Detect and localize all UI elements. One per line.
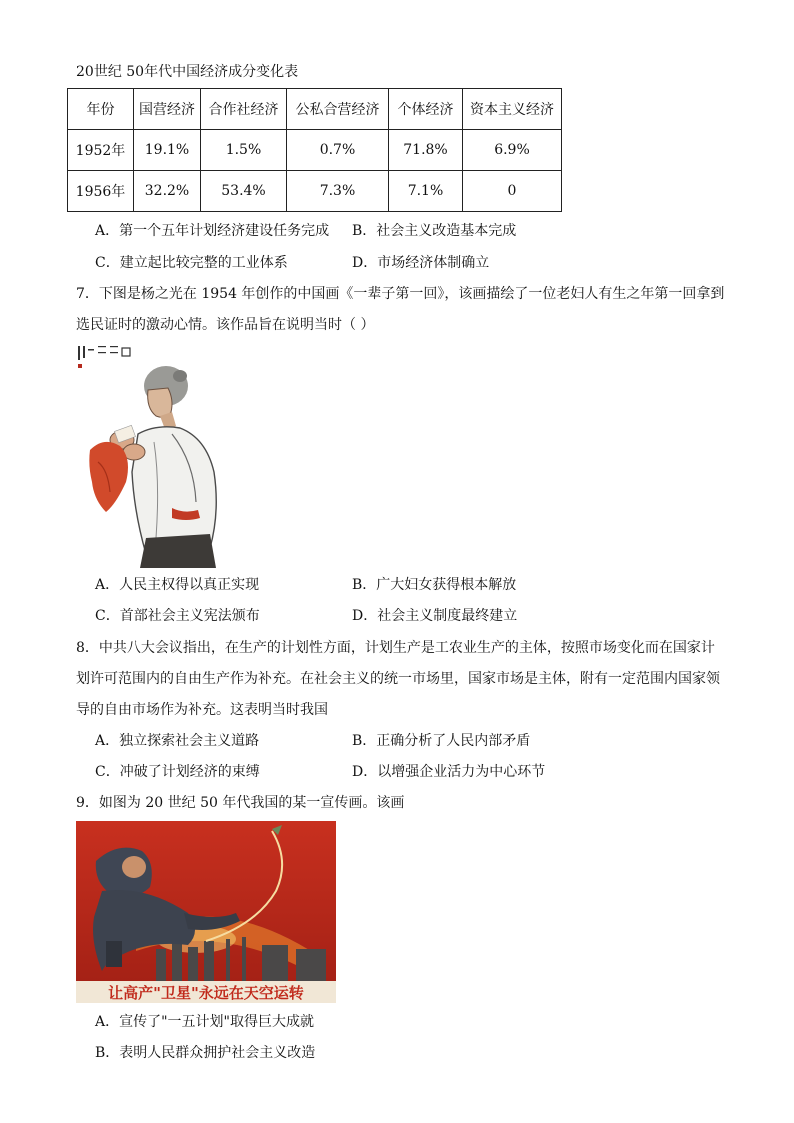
q6-option-b[interactable]: B．社会主义改造基本完成	[352, 223, 517, 239]
table-cell: 7.1%	[389, 171, 463, 212]
q8-option-b[interactable]: B．正确分析了人民内部矛盾	[352, 733, 531, 749]
table-header-cell: 国营经济	[134, 89, 201, 130]
table-cell: 53.4%	[201, 171, 287, 212]
q8-option-c[interactable]: C．冲破了计划经济的束缚	[95, 764, 260, 780]
q8-option-a[interactable]: A．独立探索社会主义道路	[95, 733, 260, 749]
table-cell: 32.2%	[134, 171, 201, 212]
table-cell: 0.7%	[287, 130, 389, 171]
table-cell: 19.1%	[134, 130, 201, 171]
painting-image	[76, 342, 226, 568]
table-cell: 7.3%	[287, 171, 389, 212]
q9-stem: 9．如图为 20 世纪 50 年代我国的某一宣传画。该画	[76, 795, 405, 811]
q7-option-b[interactable]: B．广大妇女获得根本解放	[352, 577, 517, 593]
poster-image	[76, 821, 336, 1003]
old-woman-painting	[76, 342, 226, 568]
q7-option-d[interactable]: D．社会主义制度最终建立	[352, 608, 518, 624]
poster-slogan: 让高产"卫星"永远在天空运转	[108, 984, 304, 1002]
q8-option-d[interactable]: D．以增强企业活力为中心环节	[352, 764, 546, 780]
table-header-row	[68, 89, 562, 130]
q6-option-d[interactable]: D．市场经济体制确立	[352, 255, 490, 271]
table-cell: 6.9%	[463, 130, 562, 171]
table-cell: 1956年	[68, 171, 134, 212]
table-header-cell: 资本主义经济	[463, 89, 562, 130]
table-header-cell: 年份	[68, 89, 134, 130]
q7-option-c[interactable]: C．首部社会主义宪法颁布	[95, 608, 260, 624]
q7-stem: 7．下图是杨之光在 1954 年创作的中国画《一辈子第一回》，该画描绘了一位老妇人有生之年第一回拿到	[76, 286, 725, 302]
q8-stem-cont: 划许可范围内的自由生产作为补充。在社会主义的统一市场里，国家市场是主体，附有一定范围内国家领	[76, 671, 720, 687]
q9-option-a[interactable]: A．宣传了"一五计划"取得巨大成就	[95, 1014, 314, 1030]
q7-option-a[interactable]: A．人民主权得以真正实现	[95, 577, 260, 593]
q9-option-b[interactable]: B．表明人民群众拥护社会主义改造	[95, 1045, 316, 1061]
table-caption: 20世纪 50年代中国经济成分变化表	[76, 64, 299, 80]
table-header-cell: 公私合营经济	[287, 89, 389, 130]
table-row	[68, 171, 562, 212]
table-header-cell: 合作社经济	[201, 89, 287, 130]
table-row	[68, 130, 562, 171]
table-header-cell: 个体经济	[389, 89, 463, 130]
q8-stem: 8．中共八大会议指出，在生产的计划性方面，计划生产是工农业生产的主体，按照市场变化而在国家计	[76, 640, 715, 656]
table-cell: 0	[463, 171, 562, 212]
propaganda-poster	[76, 821, 336, 1003]
economy-table	[67, 88, 562, 212]
q7-stem-cont: 选民证时的激动心情。该作品旨在说明当时（ ）	[76, 317, 375, 333]
q8-stem-cont: 导的自由市场作为补充。这表明当时我国	[76, 702, 328, 718]
table-cell: 1.5%	[201, 130, 287, 171]
q6-option-a[interactable]: A．第一个五年计划经济建设任务完成	[95, 223, 330, 239]
table-cell: 1952年	[68, 130, 134, 171]
q6-option-c[interactable]: C．建立起比较完整的工业体系	[95, 255, 288, 271]
table-cell: 71.8%	[389, 130, 463, 171]
